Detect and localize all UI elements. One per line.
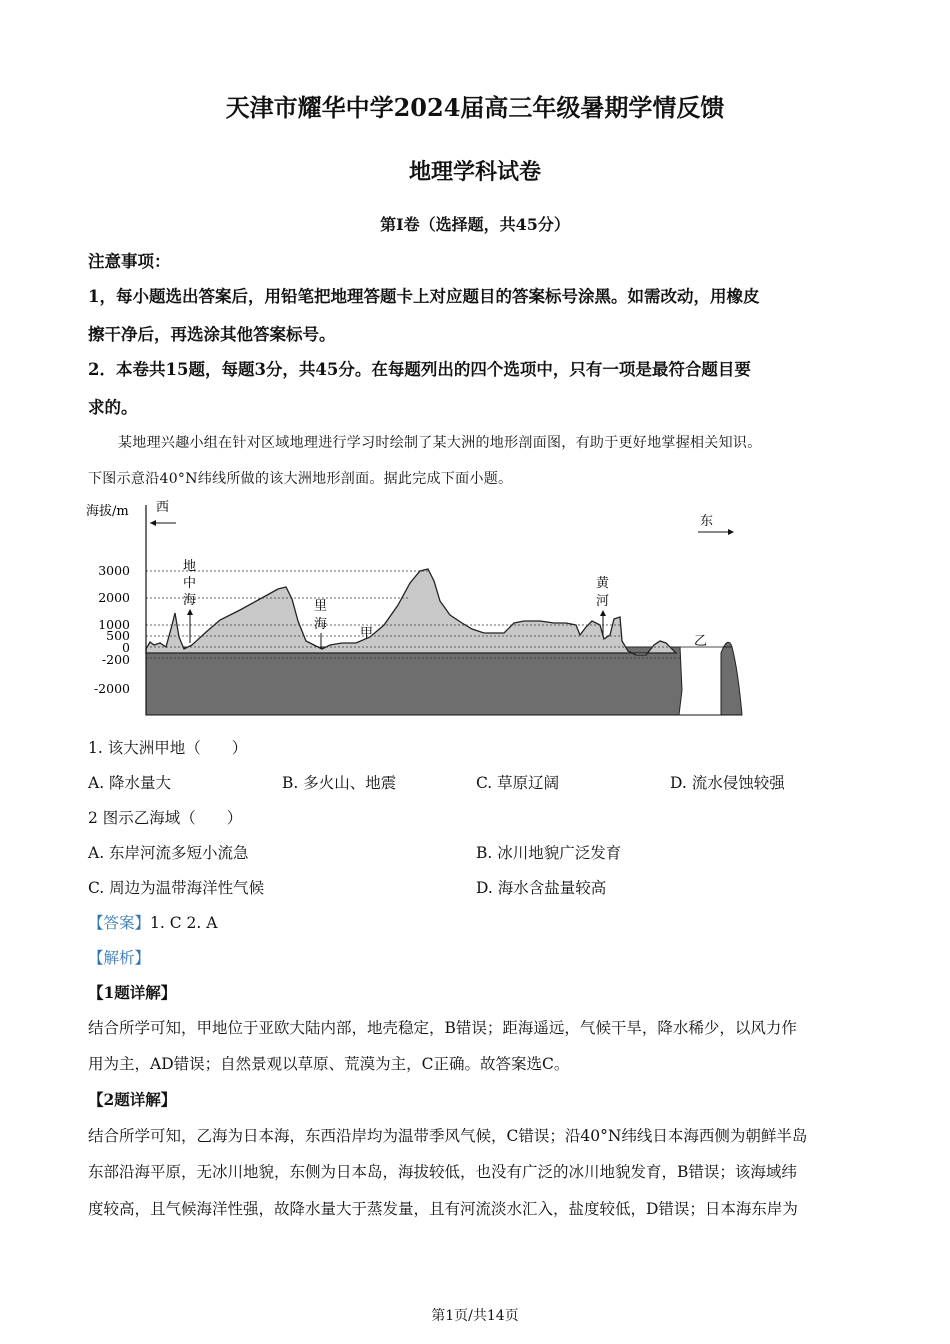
analysis-label: 【解析】 — [88, 949, 151, 967]
detail-1-line: 结合所学可知，甲地位于亚欧大陆内部，地壳稳定，B错误；距海遥远，气候干旱，降水稀少，以风力作 — [88, 1019, 797, 1037]
document-subtitle: 地理学科试卷 — [408, 159, 541, 185]
question-2-stem: 2 图示乙海域（ ） — [88, 809, 243, 827]
mediterranean-label: 中 — [183, 576, 197, 591]
mediterranean-label: 地 — [183, 559, 197, 574]
yellow-river-label: 河 — [596, 594, 610, 609]
east-arrow-head — [728, 529, 734, 535]
answer-row — [88, 911, 217, 933]
caspian-label: 里 — [314, 599, 328, 614]
y-tick: -2000 — [93, 681, 130, 696]
detail-2-line: 东部沿海平原，无冰川地貌，东侧为日本岛，海拔较低，也没有广泛的冰川地貌发育，B错误；该海域纬 — [88, 1163, 797, 1181]
y-tick: 3000 — [98, 563, 130, 578]
intro-line: 某地理兴趣小组在针对区域地理进行学习时绘制了某大洲的地形剖面图，有助于更好地掌握相关知识。 — [118, 435, 762, 451]
question-2-option-d[interactable]: D. 海水含盐量较高 — [476, 879, 607, 897]
intro-line: 下图示意沿40°N纬线所做的该大洲地形剖面。据此完成下面小题。 — [88, 471, 513, 487]
y-tick: 2000 — [98, 590, 130, 605]
detail-1-line: 用为主，AD错误；自然景观以草原、荒漠为主，C正确。故答案选C。 — [88, 1055, 570, 1073]
question-1-option-c[interactable]: C. 草原辽阔 — [476, 774, 560, 792]
detail-2-heading: 【2题详解】 — [88, 1090, 177, 1109]
question-1-option-b[interactable]: B. 多火山、地震 — [282, 774, 397, 792]
y-tick: 0 — [122, 640, 130, 655]
terrain-profile-figure — [80, 495, 760, 725]
detail-1-heading: 【1题详解】 — [88, 983, 177, 1002]
notes-line: 2．本卷共15题，每题3分，共45分。在每题列出的四个选项中，只有一项是最符合题目要 — [88, 360, 751, 379]
answer-content: 1. C 2. A — [150, 914, 218, 932]
question-2-option-a[interactable]: A. 东岸河流多短小流急 — [88, 844, 249, 862]
y-axis-label: 海拔/m — [86, 504, 129, 519]
detail-2-line: 度较高，且气候海洋性强，故降水量大于蒸发量，且有河流淡水汇入，盐度较低，D错误；日本海东岸为 — [88, 1200, 798, 1218]
mediterranean-label: 海 — [183, 593, 197, 608]
notes-line: 擦干净后，再选涂其他答案标号。 — [88, 325, 336, 344]
section-heading: 第I卷（选择题，共45分） — [380, 215, 570, 234]
question-2-option-c[interactable]: C. 周边为温带海洋性气候 — [88, 879, 265, 897]
caspian-label: 海 — [314, 617, 328, 632]
notes-heading: 注意事项： — [88, 252, 171, 271]
document-title: 天津市耀华中学2024届高三年级暑期学情反馈 — [225, 93, 725, 122]
y-tick: 1000 — [98, 617, 130, 632]
mediterranean-arrow-head — [187, 609, 193, 615]
question-1-stem: 1. 该大洲甲地（ ） — [88, 739, 248, 757]
page-footer: 第1页/共14页 — [431, 1308, 519, 1324]
east-label: 东 — [700, 514, 714, 529]
crust-block-west — [146, 647, 682, 715]
question-1-option-a[interactable]: A. 降水量大 — [88, 774, 172, 792]
y-tick: 500 — [106, 628, 130, 643]
yellow-river-arrow-head — [600, 610, 606, 616]
answer-label: 【答案】 — [88, 914, 151, 932]
jia-label: 甲 — [360, 626, 374, 641]
question-2-option-b[interactable]: B. 冰川地貌广泛发育 — [476, 844, 622, 862]
west-arrow-head — [150, 520, 156, 526]
notes-line: 1，每小题选出答案后，用铅笔把地理答题卡上对应题目的答案标号涂黑。如需改动，用橡皮 — [88, 287, 760, 306]
notes-line: 求的。 — [88, 398, 138, 417]
yi-label: 乙 — [694, 634, 708, 649]
y-tick: -200 — [101, 652, 130, 667]
detail-2-line: 结合所学可知，乙海为日本海，东西沿岸均为温带季风气候，C错误；沿40°N纬线日本海西侧为朝鲜半岛 — [88, 1127, 808, 1145]
question-1-option-d[interactable]: D. 流水侵蚀较强 — [670, 774, 785, 792]
crust-block-east — [721, 642, 742, 715]
yellow-river-label: 黄 — [596, 576, 610, 591]
west-label: 西 — [156, 500, 170, 515]
